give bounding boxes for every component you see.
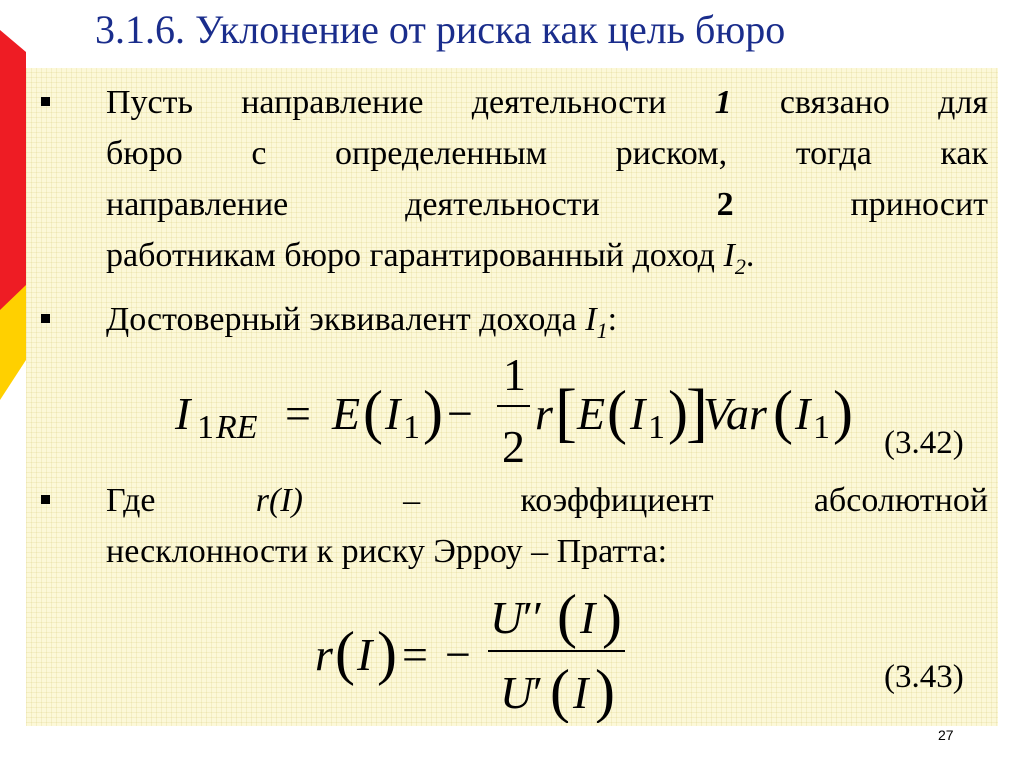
bullet-paragraph-1	[106, 77, 988, 292]
equation-3-42	[170, 352, 870, 477]
frac-denominator: 2	[502, 421, 525, 472]
equation-number-3-42: (3.42)	[884, 425, 964, 461]
equation-3-43	[310, 588, 640, 723]
paren-left: (	[773, 379, 793, 445]
prime: ′	[533, 667, 544, 718]
page-number: 27	[938, 727, 954, 743]
paren-right: )	[377, 620, 397, 686]
eq-sub-1: 1	[813, 409, 830, 446]
slide-title: 3.1.6. Уклонение от риска как цель бюро	[95, 7, 786, 52]
word-where: Где	[106, 482, 156, 519]
paragraph-line: Пусть направление деятельности 1 связано для	[106, 84, 988, 121]
paragraph-line: несклонности к риску Эрроу – Пратта:	[106, 533, 668, 570]
equation-number-3-43: (3.43)	[884, 659, 964, 695]
word: коэффициент	[520, 482, 714, 519]
punct: .	[745, 237, 755, 274]
line-text: работникам бюро гарантированный доход	[106, 237, 715, 274]
paren-left: (	[335, 620, 355, 686]
paren-left: (	[607, 379, 627, 445]
eq-Var: Var	[703, 388, 767, 439]
paren-right: )	[833, 379, 853, 445]
frac-numerator: 1	[503, 352, 526, 400]
eq-equals: =	[402, 629, 428, 680]
eq-equals: =	[285, 388, 311, 439]
punct: :	[607, 301, 618, 338]
subscript: 2	[734, 253, 746, 279]
dash: –	[403, 482, 421, 519]
double-prime: ′′	[523, 592, 544, 643]
eq-E: E	[332, 388, 361, 439]
bracket-left: [	[555, 376, 577, 449]
paren-right: )	[668, 379, 688, 445]
paren-right: )	[423, 379, 443, 445]
eq-U: U	[500, 667, 534, 718]
bullet-marker-3	[41, 495, 50, 504]
eq-minus: −	[445, 629, 471, 680]
eq-r: r	[315, 629, 333, 680]
eq-var-I: I	[385, 388, 401, 439]
paren-left: (	[550, 658, 570, 723]
eq-var-I: I	[175, 388, 191, 439]
paragraph-line	[106, 230, 988, 292]
eq-var-I: I	[573, 667, 589, 718]
eq-r: r	[535, 388, 553, 439]
bullet-paragraph-2	[106, 294, 988, 356]
paren-right: )	[602, 588, 622, 649]
word: абсолютной	[813, 482, 989, 519]
eq-sub-1: 1	[648, 409, 665, 446]
line-text: Достоверный эквивалент дохода	[106, 301, 577, 338]
bullet-marker-1	[41, 97, 50, 106]
eq-sub-1: 1	[197, 409, 214, 446]
subscript: 1	[596, 317, 608, 343]
eq-minus: −	[447, 388, 473, 439]
bullet-marker-2	[41, 314, 50, 323]
paren-right: )	[595, 658, 615, 723]
paren-left: (	[363, 379, 383, 445]
eq-E: E	[577, 388, 606, 439]
var-I: I	[723, 237, 735, 274]
bullet-paragraph-3	[106, 475, 988, 577]
eq-sub-1: 1	[403, 409, 420, 446]
paragraph-line	[106, 475, 988, 526]
eq-var-I: I	[580, 592, 596, 643]
eq-var-I: I	[357, 629, 373, 680]
eq-var-I: I	[630, 388, 646, 439]
paragraph-line: бюро с определенным риском, тогда как	[106, 135, 989, 172]
decorative-side-shapes	[0, 30, 26, 410]
paragraph-line: направление деятельности 2 приносит	[106, 186, 989, 223]
eq-var-I: I	[795, 388, 811, 439]
var-I: I	[585, 301, 597, 338]
bracket-right: ]	[686, 376, 708, 449]
eq-U: U	[490, 592, 524, 643]
eq-sub-RE: RE	[216, 409, 258, 446]
paren-left: (	[557, 588, 577, 649]
func-r-of-I: r(I)	[255, 482, 303, 519]
